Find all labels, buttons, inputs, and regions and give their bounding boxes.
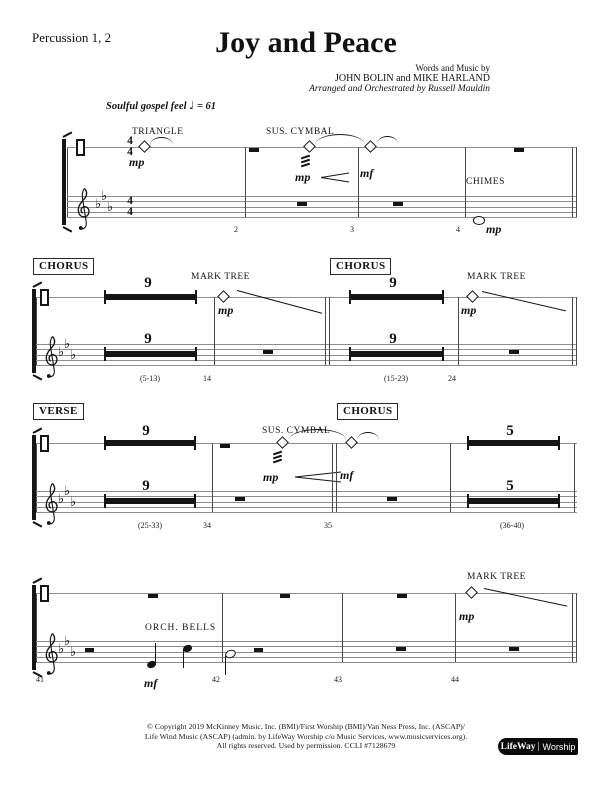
- instrument-label-mark-tree: MARK TREE: [467, 572, 526, 582]
- measure-number: 14: [203, 374, 211, 383]
- whole-rest: [263, 350, 273, 354]
- flat-sign-icon: ♭: [101, 189, 108, 204]
- section-box-verse: VERSE: [33, 403, 84, 420]
- section-box-chorus: CHORUS: [330, 258, 391, 275]
- bracket-hook-icon: [33, 374, 43, 380]
- multirest: [349, 347, 444, 361]
- bracket-hook-icon: [63, 226, 73, 232]
- multirest-number: 9: [144, 331, 152, 347]
- flat-sign-icon: ♭: [70, 495, 77, 510]
- measure-number: 42: [212, 675, 220, 684]
- measure-number: 44: [451, 675, 459, 684]
- measure-number: (15-23): [384, 374, 408, 383]
- gliss-line: [484, 588, 567, 607]
- barline: [450, 443, 451, 512]
- double-barline: [336, 443, 337, 512]
- staff-line: [36, 657, 577, 658]
- flat-sign-icon: ♭: [64, 634, 71, 649]
- double-barline: [332, 443, 333, 512]
- dynamic-mp: mp: [263, 470, 279, 484]
- staff-line: [36, 365, 577, 366]
- staff-line: [36, 512, 577, 513]
- tempo-marking: [106, 99, 216, 112]
- measure-number: (5-13): [140, 374, 160, 383]
- barline: [574, 443, 575, 512]
- barline: [212, 443, 213, 512]
- barline: [214, 297, 215, 365]
- multirest-number: 9: [142, 423, 150, 439]
- dynamic-mp: mp: [459, 609, 475, 623]
- half-rest: [254, 648, 263, 652]
- whole-rest: [397, 594, 407, 598]
- instrument-label-mark-tree: MARK TREE: [191, 272, 250, 282]
- measure-number: 2: [234, 225, 238, 234]
- system-bracket: [62, 139, 66, 225]
- whole-rest: [396, 647, 406, 651]
- diamond-notehead: [303, 140, 316, 153]
- instrument-label-sus-cymbal: SUS. CYMBAL: [262, 426, 331, 436]
- double-barline: [572, 297, 573, 365]
- double-barline: [576, 593, 577, 662]
- measure-number: (25-33): [138, 521, 162, 530]
- time-sig-bottom: 4: [127, 145, 133, 158]
- multirest: [467, 494, 560, 508]
- diamond-notehead: [276, 436, 289, 449]
- whole-rest: [220, 444, 230, 448]
- cymbal-roll-icon: [301, 156, 310, 169]
- bracket-hook-icon: [33, 427, 43, 433]
- diamond-notehead: [138, 140, 151, 153]
- dynamic-mp: mp: [461, 303, 477, 317]
- measure-number: 43: [334, 675, 342, 684]
- cymbal-roll-icon: [273, 452, 282, 465]
- multirest: [104, 494, 196, 508]
- tie: [377, 136, 398, 144]
- staff-line: [67, 201, 577, 202]
- staff-line: [36, 646, 577, 647]
- staff-line: [36, 641, 577, 642]
- note-stem: [183, 649, 184, 668]
- whole-rest: [387, 497, 397, 501]
- whole-rest: [148, 594, 158, 598]
- double-barline: [576, 297, 577, 365]
- time-sig-top: 4: [127, 195, 133, 207]
- note-stem: [155, 643, 156, 663]
- multirest-number: 5: [506, 423, 514, 439]
- whole-rest: [509, 647, 519, 651]
- percussion-clef-icon: [40, 585, 49, 602]
- instrument-label-sus-cymbal: SUS. CYMBAL: [266, 127, 335, 137]
- diamond-notehead: [217, 290, 230, 303]
- double-barline: [329, 297, 330, 365]
- bracket-hook-icon: [33, 577, 43, 583]
- section-box-chorus: CHORUS: [337, 403, 398, 420]
- measure-number: (36-40): [500, 521, 524, 530]
- barline: [342, 593, 343, 662]
- dynamic-mf: mf: [340, 468, 354, 482]
- staff-line: [67, 217, 577, 218]
- measure-number: 24: [448, 374, 456, 383]
- double-barline: [325, 297, 326, 365]
- staff-line: [67, 207, 577, 208]
- multirest: [349, 290, 444, 304]
- measure-number: 3: [350, 225, 354, 234]
- whole-rest: [297, 202, 307, 206]
- whole-rest: [509, 350, 519, 354]
- multirest: [104, 347, 197, 361]
- measure-number: 35: [324, 521, 332, 530]
- measure-number: 4: [456, 225, 460, 234]
- instrument-label-triangle: TRIANGLE: [132, 127, 184, 137]
- flat-sign-icon: ♭: [70, 348, 77, 363]
- multirest-number: 5: [506, 478, 514, 494]
- credit-composers: JOHN BOLIN and MIKE HARLAND: [335, 72, 490, 84]
- flat-sign-icon: ♭: [58, 642, 65, 657]
- instrument-label-chimes: CHIMES: [466, 177, 505, 187]
- staff-line: [67, 196, 577, 197]
- multirest-number: 9: [389, 275, 397, 291]
- multirest: [104, 290, 197, 304]
- dynamic-mp: mp: [218, 303, 234, 317]
- whole-rest: [393, 202, 403, 206]
- whole-rest: [249, 148, 259, 152]
- staff-line: [36, 491, 577, 492]
- logo-worship-text: Worship: [542, 741, 576, 752]
- dynamic-mf: mf: [360, 166, 374, 180]
- whole-rest: [514, 148, 524, 152]
- bracket-hook-icon: [33, 521, 43, 527]
- double-barline: [572, 593, 573, 662]
- percussion-clef-icon: [40, 289, 49, 306]
- dynamic-mf: mf: [144, 676, 158, 690]
- whole-note: [473, 216, 485, 225]
- staff-line: [36, 344, 577, 345]
- time-signature: [122, 196, 138, 217]
- diamond-notehead: [466, 290, 479, 303]
- tempo-value: = 61: [194, 101, 217, 112]
- credit-arranger: Arranged and Orchestrated by Russell Mauldin: [309, 84, 490, 94]
- flat-sign-icon: ♭: [64, 484, 71, 499]
- percussion-clef-icon: [76, 139, 85, 156]
- time-sig-bottom: 4: [127, 205, 133, 218]
- bracket-hook-icon: [33, 281, 43, 287]
- instrument-label-orch-bells: ORCH. BELLS: [145, 623, 217, 633]
- tie: [150, 137, 173, 145]
- barline: [358, 147, 359, 217]
- gliss-line: [237, 290, 322, 314]
- dynamic-mp: mp: [486, 222, 502, 236]
- double-barline: [572, 147, 573, 217]
- instrument-label-mark-tree: MARK TREE: [467, 272, 526, 282]
- barline: [245, 147, 246, 217]
- logo-lifeway-text: LifeWay: [500, 741, 536, 752]
- measure-number: 41: [36, 675, 44, 684]
- note-stem: [225, 656, 226, 675]
- flat-sign-icon: ♭: [95, 197, 102, 212]
- percussion-clef-icon: [40, 435, 49, 452]
- flat-sign-icon: ♭: [107, 200, 114, 215]
- diamond-notehead: [465, 586, 478, 599]
- whole-rest: [280, 594, 290, 598]
- flat-sign-icon: ♭: [64, 337, 71, 352]
- part-name: Percussion 1, 2: [32, 30, 112, 45]
- barline: [222, 593, 223, 662]
- whole-rest: [235, 497, 245, 501]
- dynamic-mp: mp: [129, 155, 145, 169]
- quarter-note-icon: ♩: [189, 99, 195, 112]
- flat-sign-icon: ♭: [58, 345, 65, 360]
- page-title: Joy and Peace: [215, 26, 397, 59]
- lifeway-worship-logo: [498, 738, 578, 755]
- credit-words-music: Words and Music by: [415, 63, 490, 73]
- barline: [458, 297, 459, 365]
- staff-line: [67, 212, 577, 213]
- diamond-notehead: [345, 436, 358, 449]
- copyright-line: © Copyright 2019 McKinney Music, Inc. (BMI)/First Worship (BMI)/Van Ness Press, Inc. (ASCAP)/: [147, 722, 465, 731]
- logo-divider: [538, 742, 539, 751]
- time-signature: [122, 136, 138, 157]
- staff-line: [36, 593, 577, 594]
- staff-line: [36, 652, 577, 653]
- tempo-text: Soulful gospel feel: [106, 101, 190, 112]
- multirest-number: 9: [144, 275, 152, 291]
- diamond-notehead: [364, 140, 377, 153]
- flat-sign-icon: ♭: [58, 492, 65, 507]
- crescendo-hairpin: [295, 471, 342, 483]
- double-barline: [576, 147, 577, 217]
- barline: [455, 593, 456, 662]
- flat-sign-icon: ♭: [70, 645, 77, 660]
- treble-clef-icon: [74, 186, 94, 234]
- half-rest: [85, 648, 94, 652]
- crescendo-hairpin: [321, 172, 350, 183]
- gliss-line: [482, 291, 566, 312]
- copyright-line: All rights reserved. Used by permission. CCLI #7128679: [216, 741, 396, 750]
- section-box-chorus: CHORUS: [33, 258, 94, 275]
- tie: [357, 432, 379, 440]
- measure-number: 34: [203, 521, 211, 530]
- bracket-hook-icon: [63, 131, 73, 137]
- staff-line: [36, 662, 577, 663]
- time-sig-top: 4: [127, 135, 133, 147]
- credits-block: [309, 63, 490, 95]
- multirest-number: 9: [142, 478, 150, 494]
- copyright-line: Life Wind Music (ASCAP) (admin. by LifeWay Worship c/o Music Services, www.musicservices.org).: [144, 731, 468, 741]
- multirest-number: 9: [389, 331, 397, 347]
- dynamic-mp: mp: [295, 170, 311, 184]
- barline: [465, 147, 466, 217]
